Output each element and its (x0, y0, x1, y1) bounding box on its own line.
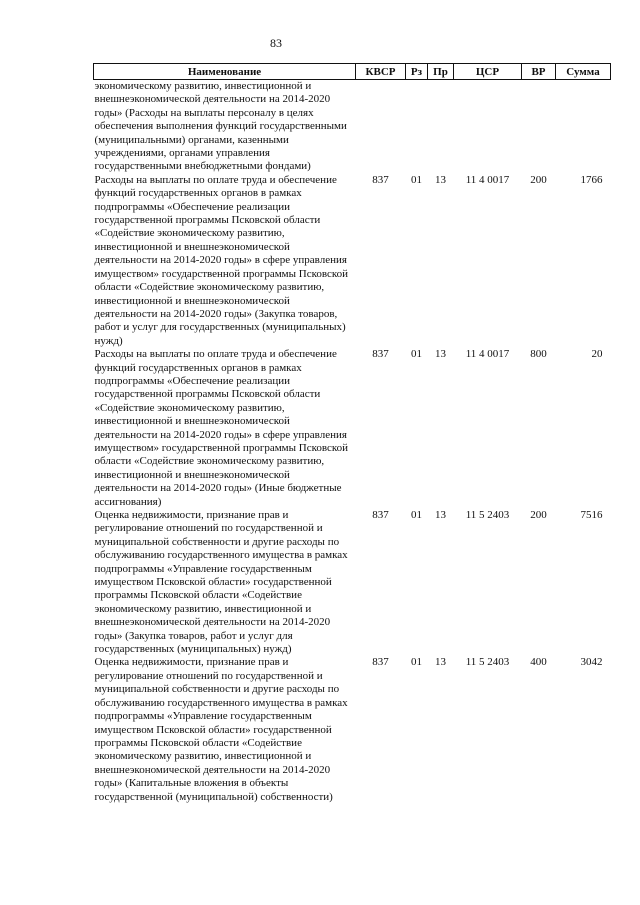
row-vr: 200 (530, 509, 547, 521)
table-row (94, 656, 611, 803)
row-vr: 800 (530, 348, 547, 361)
table-header (94, 64, 611, 80)
header-csr: ЦСР (454, 64, 522, 80)
row-sum: 1766 (580, 173, 603, 186)
row-kvsr: 837 (372, 656, 389, 669)
row-sum: 20 (591, 348, 603, 361)
header-name: Наименование (94, 64, 356, 80)
row-pr: 13 (435, 173, 446, 186)
row-csr: 11 4 0017 (465, 348, 510, 361)
row-sum: 7516 (580, 509, 603, 521)
row-kvsr: 837 (372, 348, 389, 361)
row-rz: 01 (411, 173, 422, 186)
row-name: экономическому развитию, инвестиционной и внешнеэкономической деятельности на 2014-2020 годы» (Расходы на выплаты персоналу в целях обеспечения выполнения функций государственными (муниципальными) органами, казенными учреждениями, органами управления государственными внебюджетными фондами) (94, 80, 347, 173)
row-pr: 13 (435, 656, 446, 669)
table-body (94, 80, 611, 804)
header-vr: ВР (522, 64, 556, 80)
header-kvsr: КВСР (356, 64, 406, 80)
row-vr: 200 (530, 173, 547, 186)
row-pr: 13 (435, 509, 446, 521)
page-number: 83 (270, 36, 282, 50)
row-vr: 400 (530, 656, 547, 669)
row-name: Оценка недвижимости, признание прав и регулирование отношений по государственной и муниципальной собственности и другие расходы по обслуживанию государственного имущества в рамках подпрограммы «Управление государственным имуществом Псковской области» государственной программы Псковской области «Содействие экономическому развитию, инвестиционной и внешнеэкономической деятельности на 2014-2020 годы» (Закупка товаров, работ и услуг для государственных (муниципальных) нужд) (94, 509, 348, 656)
row-rz: 01 (411, 509, 422, 521)
table-row (94, 174, 611, 348)
row-rz: 01 (411, 348, 422, 361)
row-csr: 11 4 0017 (465, 173, 510, 186)
header-rz: Рз (406, 64, 428, 80)
table-row-continuation (94, 80, 611, 174)
row-csr: 11 5 2403 (465, 656, 510, 669)
row-rz: 01 (411, 656, 422, 669)
row-kvsr: 837 (372, 173, 389, 186)
row-name: Расходы на выплаты по оплате труда и обеспечение функций государственных органов в рамках подпрограммы «Обеспечение реализации государственной программы Псковской области «Содействие экономическому развитию, инвестиционной и внешнеэкономической деятельности на 2014-2020 годы» в сфере управления имуществом» государственной программы Псковской области «Содействие экономическому развитию, инвестиционной и внешнеэкономической деятельности на 2014-2020 годы» (Иные бюджетные ассигнования) (94, 348, 349, 508)
header-pr: Пр (428, 64, 454, 80)
header-sum: Сумма (556, 64, 611, 80)
row-name: Расходы на выплаты по оплате труда и обеспечение функций государственных органов в рамках подпрограммы «Обеспечение реализации государственной программы Псковской области «Содействие экономическому развитию, инвестиционной и внешнеэкономической деятельности на 2014-2020 годы» в сфере управления имуществом» государственной программы Псковской области «Содействие экономическому развитию, инвестиционной и внешнеэкономической деятельности на 2014-2020 годы» (Закупка товаров, работ и услуг для государственных (муниципальных) нужд) (94, 173, 349, 347)
row-csr: 11 5 2403 (465, 509, 510, 521)
row-kvsr: 837 (372, 509, 389, 521)
table-row (94, 348, 611, 509)
row-name: Оценка недвижимости, признание прав и регулирование отношений по государственной и муниципальной собственности и другие расходы по обслуживанию государственного имущества в рамках подпрограммы «Управление государственным имуществом Псковской области» государственной программы Псковской области «Содействие экономическому развитию, инвестиционной и внешнеэкономической деятельности на 2014-2020 годы» (Капитальные вложения в объекты государственной (муниципальной) собственности) (94, 656, 348, 803)
row-sum: 3042 (580, 656, 603, 669)
budget-table (93, 63, 611, 804)
row-pr: 13 (435, 348, 446, 361)
table-row (94, 509, 611, 656)
